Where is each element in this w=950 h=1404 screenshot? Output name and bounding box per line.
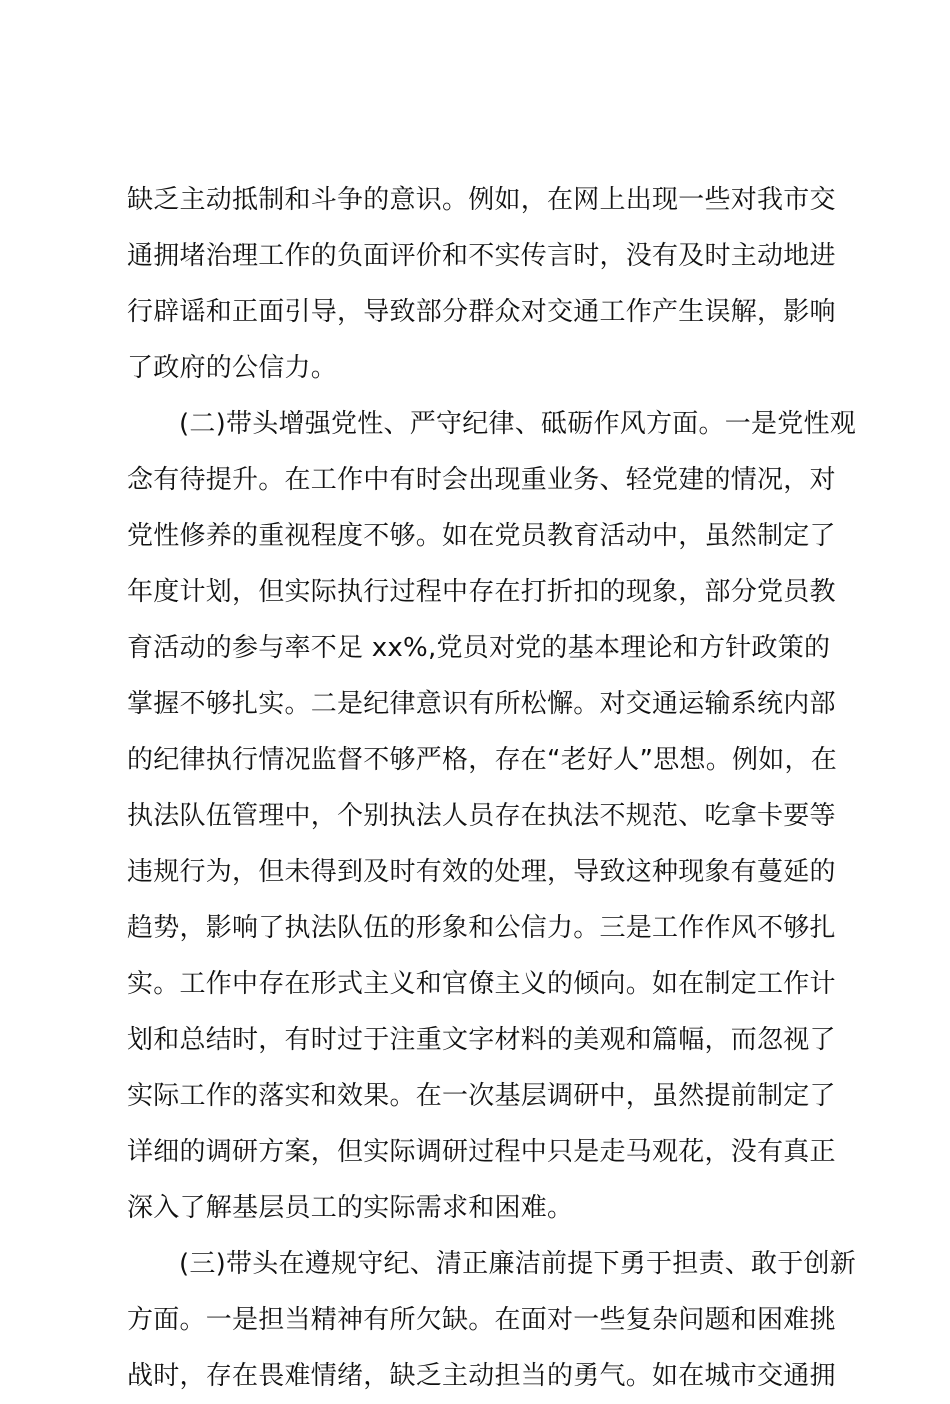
text-line: 划和总结时，有时过于注重文字材料的美观和篇幅，而忽视了 bbox=[127, 1025, 836, 1055]
text-line: 党性修养的重视程度不够。如在党员教育活动中，虽然制定了 bbox=[127, 521, 836, 551]
text-line: 掌握不够扎实。二是纪律意识有所松懈。对交通运输系统内部 bbox=[127, 689, 836, 719]
text-line: 方面。一是担当精神有所欠缺。在面对一些复杂问题和困难挑 bbox=[127, 1305, 836, 1335]
paragraph-section-two bbox=[127, 396, 857, 1236]
text-line: 实。工作中存在形式主义和官僚主义的倾向。如在制定工作计 bbox=[127, 969, 836, 999]
text-line: 缺乏主动抵制和斗争的意识。例如，在网上出现一些对我市交 bbox=[127, 185, 836, 215]
text-line: 年度计划，但实际执行过程中存在打折扣的现象，部分党员教 bbox=[127, 577, 836, 607]
document-body bbox=[127, 172, 857, 1404]
text-line: 了政府的公信力。 bbox=[127, 353, 338, 383]
paragraph-section-three bbox=[127, 1236, 857, 1404]
text-line: 行辟谣和正面引导，导致部分群众对交通工作产生误解，影响 bbox=[127, 297, 836, 327]
text-line: 违规行为，但未得到及时有效的处理，导致这种现象有蔓延的 bbox=[127, 857, 836, 887]
text-line: 育活动的参与率不足 xx%,党员对党的基本理论和方针政策的 bbox=[127, 633, 831, 663]
text-line: 战时，存在畏难情绪，缺乏主动担当的勇气。如在城市交通拥 bbox=[127, 1361, 836, 1391]
text-line: 深入了解基层员工的实际需求和困难。 bbox=[127, 1193, 574, 1223]
text-line: 通拥堵治理工作的负面评价和不实传言时，没有及时主动地进 bbox=[127, 241, 836, 271]
text-line: 趋势，影响了执法队伍的形象和公信力。三是工作作风不够扎 bbox=[127, 913, 836, 943]
paragraph-continuation bbox=[127, 172, 836, 396]
text-line: 的纪律执行情况监督不够严格，存在“老好人”思想。例如，在 bbox=[127, 745, 837, 775]
section-heading-line: (二)带头增强党性、严守纪律、砥砺作风方面。一是党性观 bbox=[179, 409, 857, 439]
text-line: 实际工作的落实和效果。在一次基层调研中，虽然提前制定了 bbox=[127, 1081, 836, 1111]
section-heading-line: (三)带头在遵规守纪、清正廉洁前提下勇于担责、敢于创新 bbox=[179, 1249, 857, 1279]
text-line: 念有待提升。在工作中有时会出现重业务、轻党建的情况，对 bbox=[127, 465, 836, 495]
text-line: 执法队伍管理中，个别执法人员存在执法不规范、吃拿卡要等 bbox=[127, 801, 836, 831]
text-line: 详细的调研方案，但实际调研过程中只是走马观花，没有真正 bbox=[127, 1137, 836, 1167]
